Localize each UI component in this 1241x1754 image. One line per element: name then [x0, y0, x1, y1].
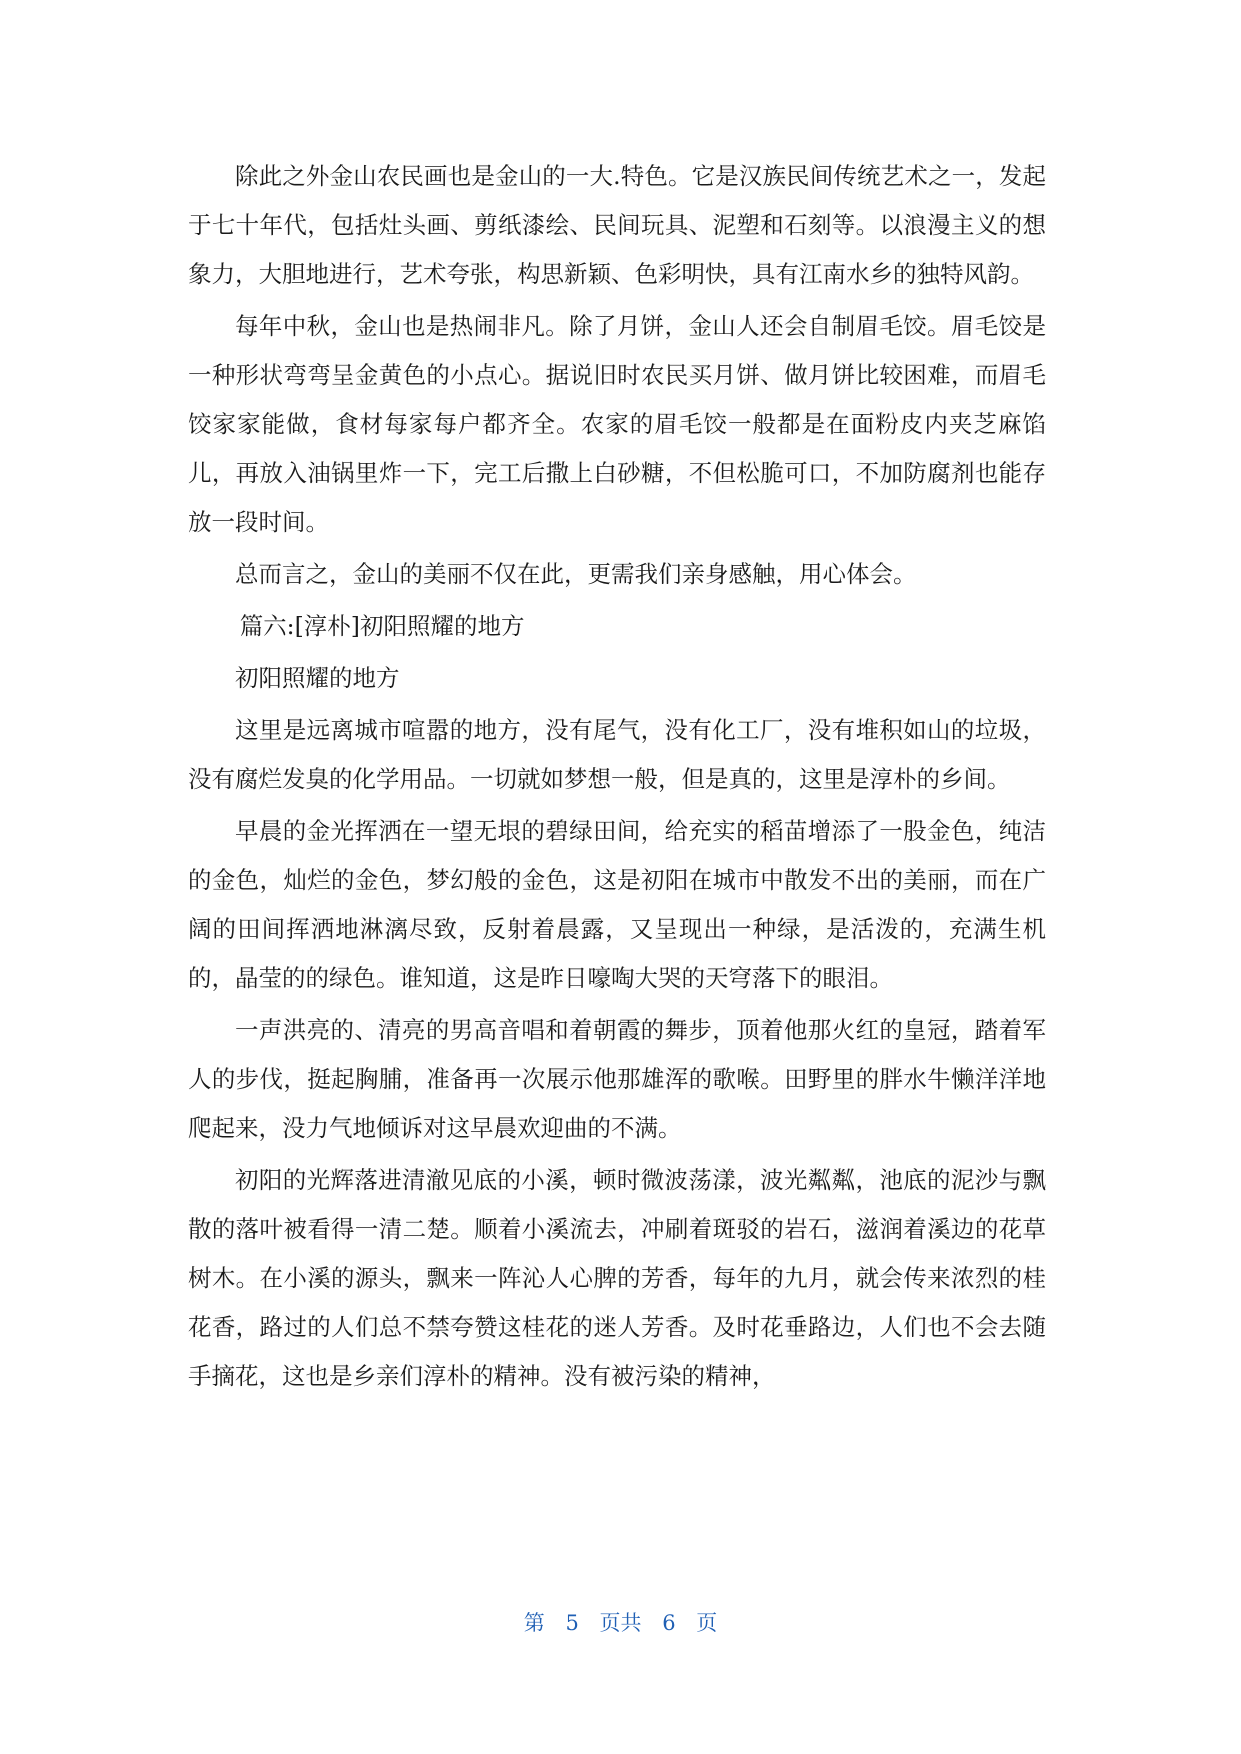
- footer-total-pages: 6: [662, 1611, 676, 1635]
- document-body: [188, 152, 1046, 1404]
- paragraph-countryside-intro: 这里是远离城市喧嚣的地方，没有尾气，没有化工厂，没有堆积如山的垃圾，没有腐烂发臭的化学用品。一切就如梦想一般，但是真的，这里是淳朴的乡间。: [188, 716, 1046, 793]
- paragraph-rooster-song: 一声洪亮的、清亮的男高音唱和着朝霞的舞步，顶着他那火红的皇冠，踏着军人的步伐，挺起胸脯，准备再一次展示他那雄浑的歌喉。田野里的胖水牛懒洋洋地爬起来，没力气地倾诉对这早晨欢迎曲的不满。: [188, 1016, 1046, 1142]
- paragraph-morning-fields: 早晨的金光挥洒在一望无垠的碧绿田间，给充实的稻苗增添了一股金色，纯洁的金色，灿烂的金色，梦幻般的金色，这是初阳在城市中散发不出的美丽，而在广阔的田间挥洒地淋漓尽致，反射着晨露，又呈现出一种绿，是活泼的，充满生机的，晶莹的的绿色。谁知道，这是昨日嚎啕大哭的天穹落下的眼泪。: [188, 817, 1046, 992]
- paragraph-conclusion: 总而言之，金山的美丽不仅在此，更需我们亲身感触，用心体会。: [235, 560, 917, 588]
- section-heading: 篇六:[淳朴]初阳照耀的地方: [239, 612, 525, 640]
- footer-middle: 页共: [599, 1611, 642, 1635]
- article-title: 初阳照耀的地方: [235, 664, 400, 692]
- footer-suffix: 页: [696, 1611, 718, 1635]
- paragraph-jinshan-farmer-painting: 除此之外金山农民画也是金山的一大.特色。它是汉族民间传统艺术之一，发起于七十年代，包括灶头画、剪纸漆绘、民间玩具、泥塑和石刻等。以浪漫主义的想象力，大胆地进行，艺术夸张，构思新颖、色彩明快，具有江南水乡的独特风韵。: [188, 162, 1046, 288]
- page-number-footer: [0, 1607, 1241, 1637]
- paragraph-mid-autumn-eyebrow-dumplings: 每年中秋，金山也是热闹非凡。除了月饼，金山人还会自制眉毛饺。眉毛饺是一种形状弯弯呈金黄色的小点心。据说旧时农民买月饼、做月饼比较困难，而眉毛饺家家能做，食材每家每户都齐全。农家的眉毛饺一般都是在面粉皮内夹芝麻馅儿，再放入油锅里炸一下，完工后撒上白砂糖，不但松脆可口，不加防腐剂也能存放一段时间。: [188, 312, 1046, 536]
- footer-prefix: 第: [523, 1611, 545, 1635]
- paragraph-stream: 初阳的光辉落进清澈见底的小溪，顿时微波荡漾，波光粼粼，池底的泥沙与飘散的落叶被看得一清二楚。顺着小溪流去，冲刷着斑驳的岩石，滋润着溪边的花草树木。在小溪的源头，飘来一阵沁人心脾的芳香，每年的九月，就会传来浓烈的桂花香，路过的人们总不禁夸赞这桂花的迷人芳香。及时花垂路边，人们也不会去随手摘花，这也是乡亲们淳朴的精神。没有被污染的精神，: [188, 1166, 1046, 1390]
- footer-current-page: 5: [565, 1611, 579, 1635]
